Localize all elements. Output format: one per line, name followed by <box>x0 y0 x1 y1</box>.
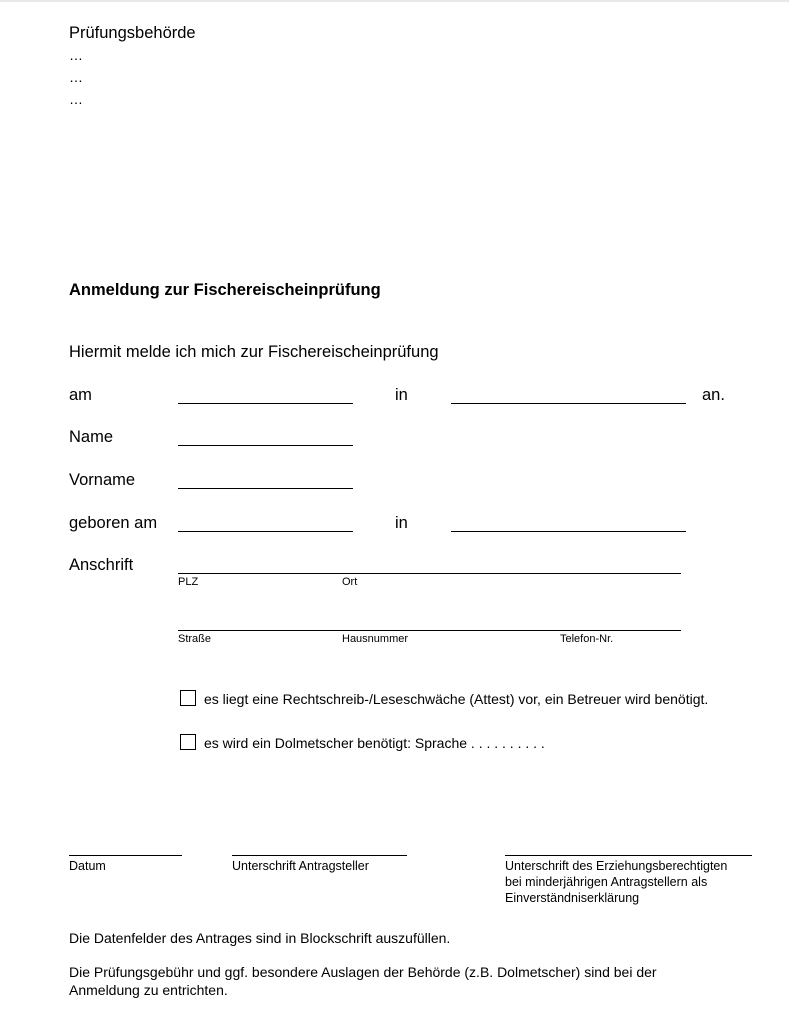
erziehung-label-1: Unterschrift des Erziehungsberechtigten <box>505 859 728 873</box>
authority-line-2: … <box>69 69 83 85</box>
authority-line-1: … <box>69 47 83 63</box>
exam-place-label: in <box>395 386 408 404</box>
exam-place-field[interactable] <box>451 385 686 404</box>
hausnummer-label: Hausnummer <box>342 633 409 645</box>
antragsteller-line <box>232 855 407 856</box>
birth-date-label: geboren am <box>69 514 158 532</box>
fee-note-line-2: Anmeldung zu entrichten. <box>69 982 228 998</box>
dolmetscher-text: es wird ein Dolmetscher benötigt: Sprache . . . . . . . . . . <box>204 735 545 751</box>
fee-note-line-1: Die Prüfungsgebühr und ggf. besondere Auslagen der Behörde (z.B. Dolmetscher) sind bei der <box>69 964 657 980</box>
erziehung-label-2: bei minderjährigen Antragstellern als <box>505 875 708 889</box>
vorname-field[interactable] <box>178 470 353 489</box>
erziehung-label-3: Einverständniserklärung <box>505 891 640 905</box>
birth-date-field[interactable] <box>178 513 353 532</box>
datum-label: Datum <box>69 859 106 873</box>
address-label: Anschrift <box>69 556 134 574</box>
name-label: Name <box>69 428 114 446</box>
erziehung-line <box>505 855 752 856</box>
vorname-label: Vorname <box>69 471 136 489</box>
intro-text: Hiermit melde ich mich zur Fischereischeinprüfung <box>69 343 439 361</box>
street-phone-field[interactable] <box>178 612 681 631</box>
lrs-text: es liegt eine Rechtschreib-/Leseschwäche (Attest) vor, ein Betreuer wird benötigt. <box>204 691 709 707</box>
authority-label: Prüfungsbehörde <box>69 24 196 42</box>
ort-label: Ort <box>342 576 358 588</box>
exam-date-label: am <box>69 386 92 404</box>
blockschrift-note: Die Datenfelder des Antrages sind in Blockschrift auszufüllen. <box>69 930 451 946</box>
birth-place-field[interactable] <box>451 513 686 532</box>
page-top-edge <box>0 0 789 2</box>
strasse-label: Straße <box>178 633 212 645</box>
dolmetscher-checkbox[interactable] <box>180 734 196 750</box>
name-field[interactable] <box>178 427 353 446</box>
antragsteller-label: Unterschrift Antragsteller <box>232 859 369 873</box>
telefon-label: Telefon-Nr. <box>560 633 614 645</box>
birth-place-label: in <box>395 514 408 532</box>
plz-ort-field[interactable] <box>178 555 681 574</box>
datum-line <box>69 855 182 856</box>
plz-label: PLZ <box>178 576 199 588</box>
authority-line-3: … <box>69 91 83 107</box>
lrs-checkbox[interactable] <box>180 690 196 706</box>
exam-date-field[interactable] <box>178 385 353 404</box>
document-title: Anmeldung zur Fischereischeinprüfung <box>69 281 381 299</box>
exam-an-label: an. <box>702 386 725 404</box>
